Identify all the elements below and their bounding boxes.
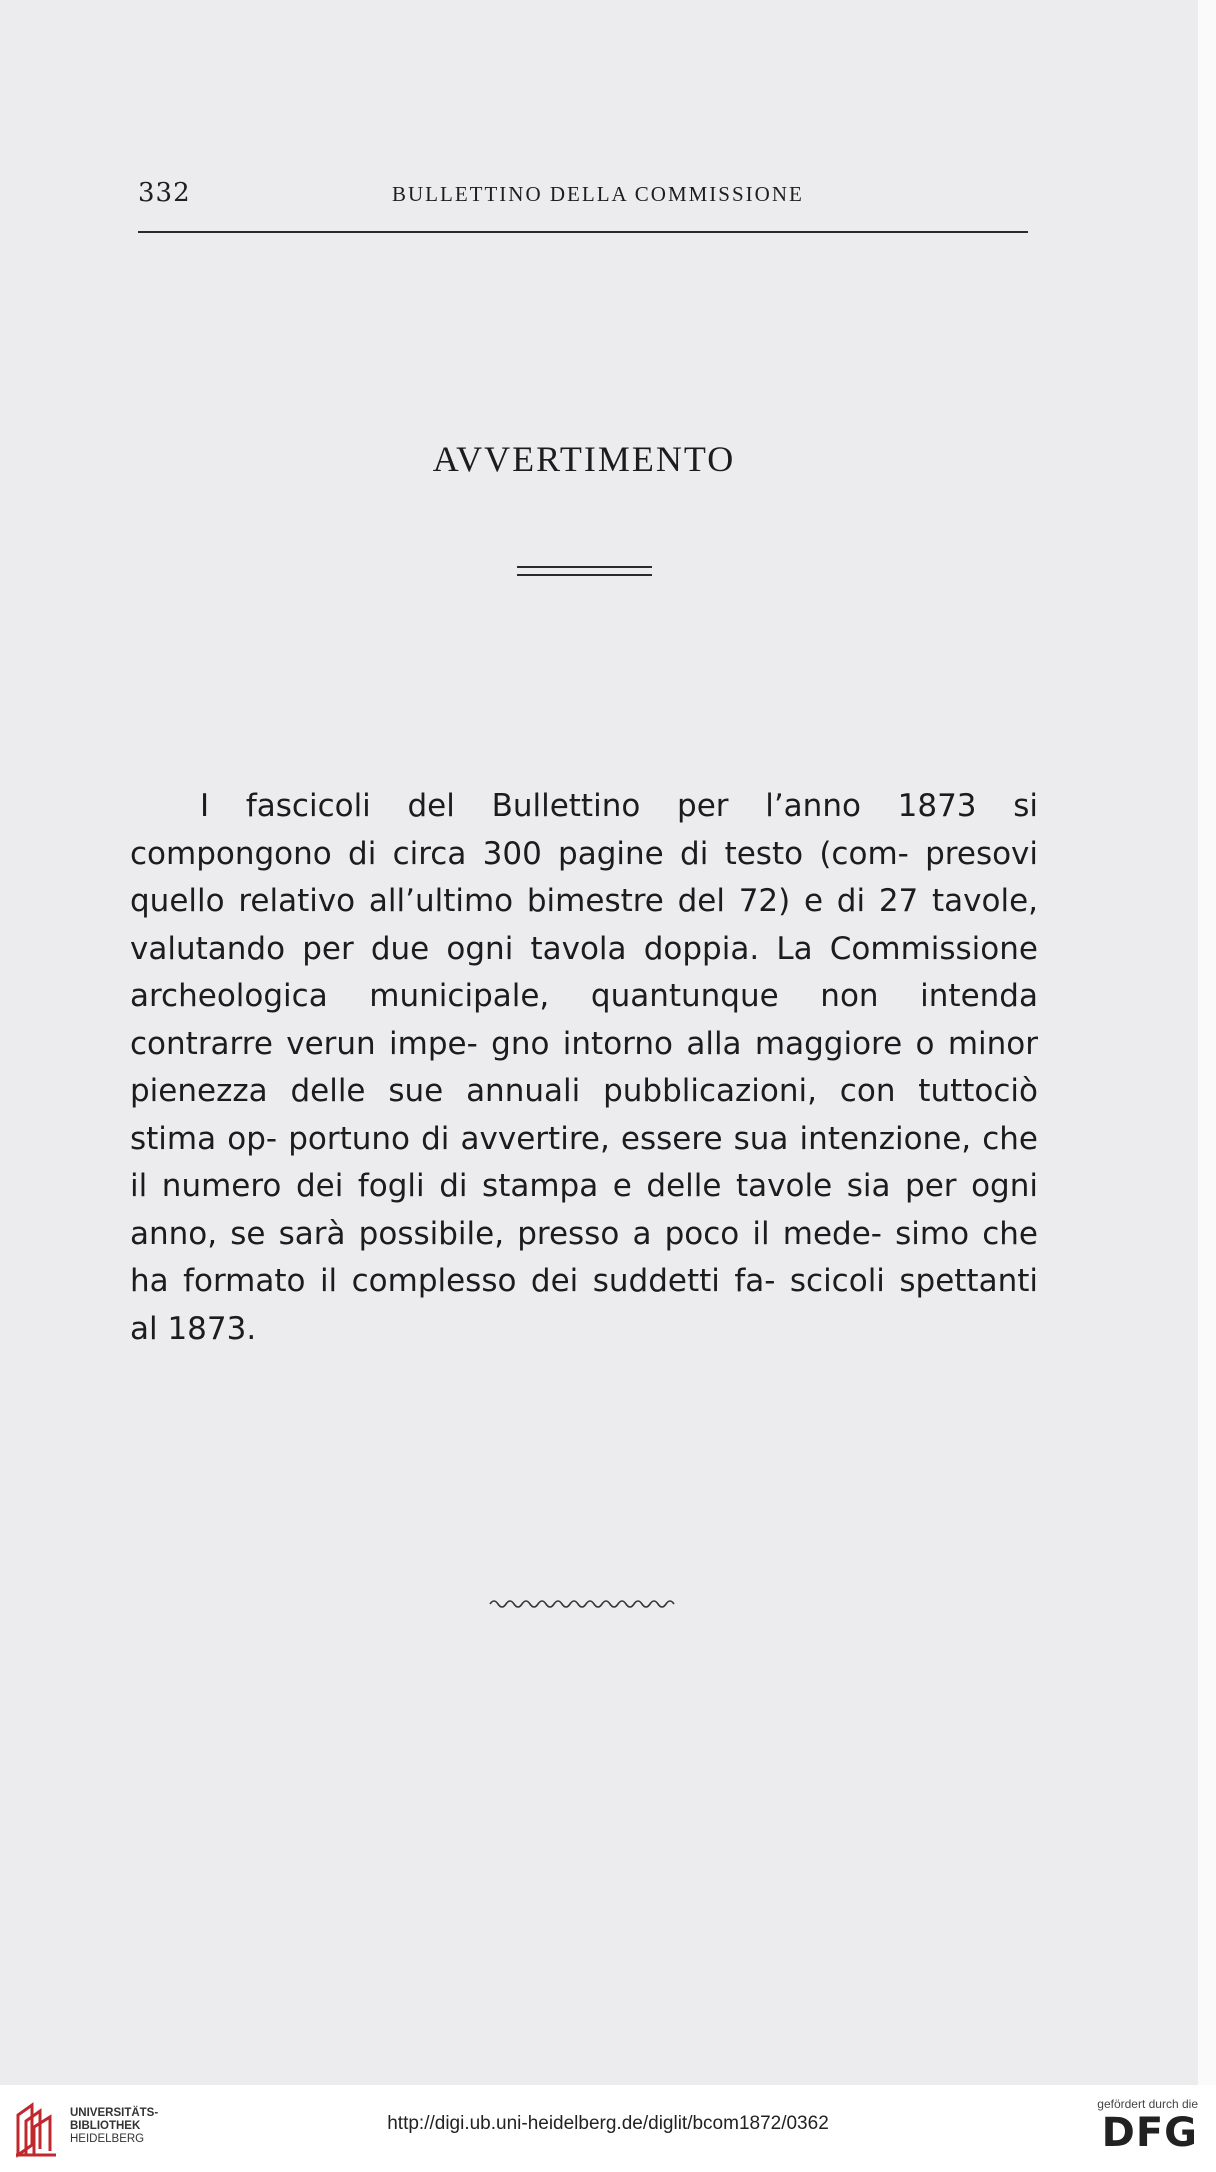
body-line: compongono di circa 300 pagine di testo (com- bbox=[130, 835, 909, 872]
body-line: presovi quello relativo all’ultimo bimestre del 72) bbox=[130, 835, 1039, 919]
body-line: gno intorno alla maggiore o minor pienezza delle bbox=[130, 1025, 1038, 1109]
library-name-line-3: HEIDELBERG bbox=[70, 2133, 145, 2145]
running-head bbox=[138, 178, 1038, 218]
wavy-line-ornament-icon bbox=[488, 1594, 680, 1614]
body-paragraph bbox=[130, 783, 1038, 1353]
scan-edge bbox=[1198, 0, 1216, 2085]
funder-block bbox=[1097, 2097, 1198, 2155]
permalink-url[interactable]: http://digi.ub.uni-heidelberg.de/diglit/bcom1872/0362 bbox=[387, 2113, 829, 2134]
body-line: sue annuali pubblicazioni, con tuttociò stima op- bbox=[130, 1073, 1039, 1157]
body-line: portuno di avvertire, essere sua intenzione, che il bbox=[130, 1120, 1039, 1204]
body-line: e di 27 tavole, valutando per due ogni tavola bbox=[130, 883, 1039, 967]
dfg-logo[interactable]: DFG bbox=[1101, 2110, 1198, 2156]
body-line: I fascicoli del Bullettino per l’anno 1873 si bbox=[200, 788, 1038, 824]
body-line: simo che ha formato il complesso dei suddetti fa- bbox=[130, 1215, 1039, 1299]
body-line: scicoli spettanti al 1873. bbox=[130, 1263, 1038, 1347]
double-rule-divider bbox=[517, 566, 652, 576]
funder-label: gefördert durch die bbox=[1097, 2097, 1198, 2111]
section-title: AVVERTIMENTO bbox=[432, 439, 736, 479]
running-title: BULLETTINO DELLA COMMISSIONE bbox=[392, 182, 804, 206]
header-rule bbox=[138, 231, 1028, 233]
library-name-line-1: UNIVERSITÄTS- bbox=[70, 2107, 159, 2119]
body-line: numero dei fogli di stampa e delle tavole sia per bbox=[161, 1168, 957, 1204]
library-name-line-2: BIBLIOTHEK bbox=[70, 2120, 141, 2132]
body-line: quantunque non intenda contrarre verun impe- bbox=[130, 978, 1038, 1062]
body-line: ogni anno, se sarà possibile, presso a poco il mede- bbox=[130, 1168, 1038, 1252]
page-number: 332 bbox=[138, 178, 191, 208]
digitization-footer bbox=[0, 2085, 1216, 2172]
body-line: doppia. La Commissione archeologica municipale, bbox=[130, 930, 1038, 1014]
